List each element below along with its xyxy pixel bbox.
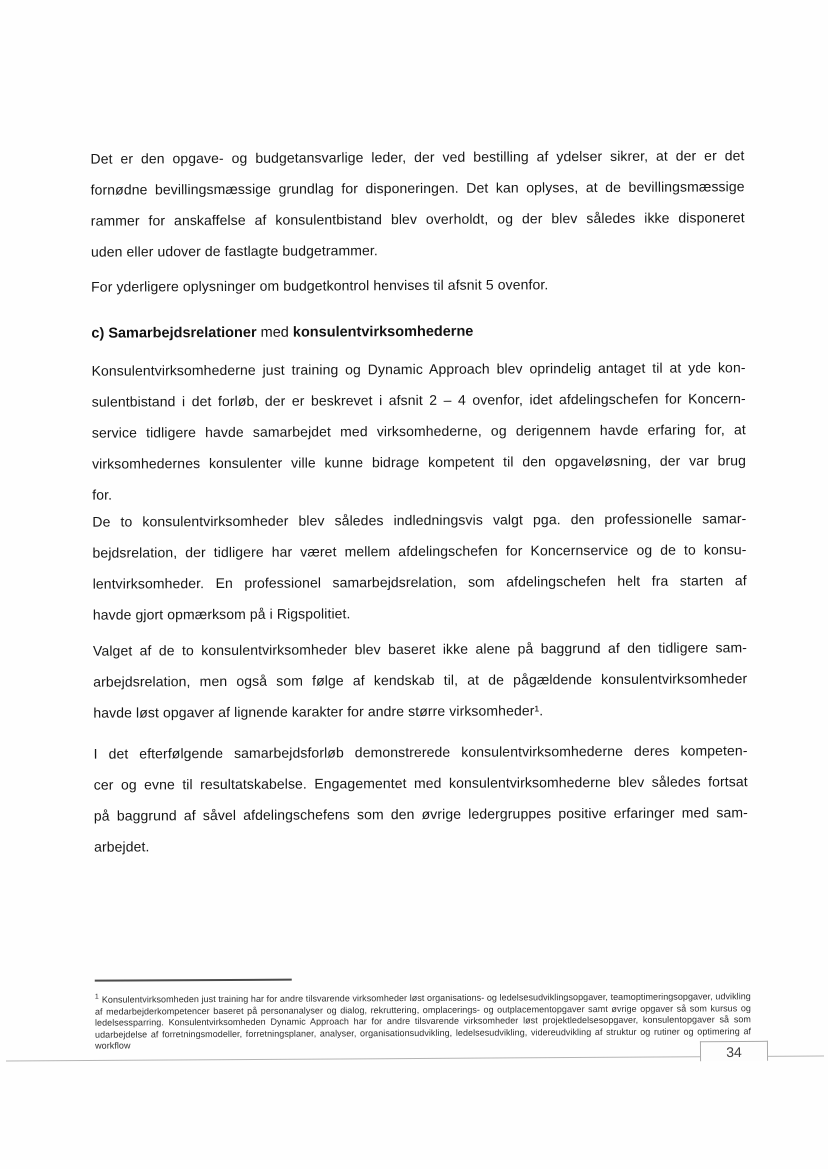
text-line: Konsulentvirksomhederne just training og Dynamic Approach blev oprindelig antaget til at yde kon- bbox=[91, 359, 746, 379]
paragraph-selection-rationale bbox=[93, 632, 747, 728]
page-number-box bbox=[700, 1041, 768, 1061]
footnote-marker: 1 bbox=[94, 993, 99, 1001]
page-number: 34 bbox=[726, 1043, 742, 1060]
text-line: havde løst opgaver af lignende karakter for andre større virksomheder¹. bbox=[93, 702, 544, 721]
text-line: rammer for anskaffelse af konsulentbistand blev overholdt, og der blev således ikke disponeret bbox=[90, 209, 745, 229]
section-heading-regular-mid: med bbox=[256, 324, 293, 341]
text-line: lentvirksomheder. En professionel samarbejdsrelation, som afdelingschefen helt fra starten af bbox=[92, 572, 747, 592]
section-heading-bold-end: konsulentvirksomhederne bbox=[292, 323, 474, 341]
paragraph-budget-responsibility bbox=[90, 140, 745, 267]
text-line: arbejdet. bbox=[94, 838, 150, 855]
text-line: havde gjort opmærksom på i Rigspolitiet. bbox=[92, 605, 351, 623]
text-line: service tidligere havde samarbejdet med virksomhederne, og derigennem havde erfaring for, at bbox=[91, 421, 746, 441]
text-line: For yderligere oplysninger om budgetkontrol henvises til afsnit 5 ovenfor. bbox=[91, 276, 549, 295]
text-line: cer og evne til resultatskabelse. Engagementet med konsulentvirksomhederne blev således fortsat bbox=[93, 773, 748, 793]
text-line: Det er den opgave- og budgetansvarlige leder, der ved bestilling af ydelser sikrer, at der er det bbox=[90, 147, 745, 167]
text-line: sulentbistand i det forløb, der er beskrevet i afsnit 2 – 4 ovenfor, idet afdelingschefen for Koncern- bbox=[91, 390, 746, 410]
footnote bbox=[95, 988, 751, 1052]
text-line: på baggrund af såvel afdelingschefens som den øvrige ledergruppes positive erfaringer med sam- bbox=[93, 804, 748, 824]
text-line: bejdsrelation, der tidligere har været mellem afdelingschefen for Koncernservice og de to konsu- bbox=[92, 541, 747, 561]
text-line: fornødne bevillingsmæssige grundlag for disponeringen. Det kan oplyses, at de bevillingsmæssige bbox=[90, 178, 745, 198]
footnote-separator bbox=[95, 979, 292, 982]
text-line: uden eller udover de fastlagte budgetrammer. bbox=[90, 242, 378, 260]
paragraph-collaboration-history bbox=[92, 503, 747, 630]
text-line: for. bbox=[92, 486, 113, 503]
paragraph-collaboration-outcome bbox=[93, 735, 748, 862]
section-heading-bold-start: c) Samarbejdsrelationer bbox=[91, 324, 257, 342]
text-line: I det efterfølgende samarbejdsforløb demonstrerede konsulentvirksomhederne deres kompeten- bbox=[93, 742, 748, 762]
text-line: arbejdsrelation, men også som følge af kendskab til, at de pågældende konsulentvirksomheder bbox=[93, 670, 748, 690]
section-heading-c bbox=[91, 318, 745, 345]
text-line: virksomhedernes konsulenter ville kunne bidrage kompetent til den opgaveløsning, der var brug bbox=[92, 452, 747, 472]
footnote-text: Konsulentvirksomheden just training har for andre tilsvarende virksomheder løst organisations- og ledelsesudviklingsopgaver, teamoptimeringsopgaver, udvikling af medarbejderkompetencer baseret på personanalyser og dialog, rekruttering, omplacerings- og outplacementopgaver samt øvrige opgaver så som kursus og ledelsessparring. Konsulentvirksomheden Dynamic Approach har for andre tilsvarende virksomheder løst projektledelsesopgaver, konsulentopgaver så som udarbejdelse af forretningsmodeller, forretningsplaner, analyser, organisationsudvikling, ledelsesudvikling, videreudvikling af struktur og rutiner og optimering af workflow bbox=[94, 991, 752, 1051]
paragraph-consultant-selection bbox=[91, 352, 746, 510]
paragraph-budget-control-reference bbox=[91, 268, 745, 302]
text-line: De to konsulentvirksomheder blev således indledningsvis valgt pga. den professionelle samar- bbox=[92, 510, 747, 530]
text-line: Valget af de to konsulentvirksomheder blev baseret ikke alene på baggrund af den tidligere sam- bbox=[92, 639, 748, 659]
